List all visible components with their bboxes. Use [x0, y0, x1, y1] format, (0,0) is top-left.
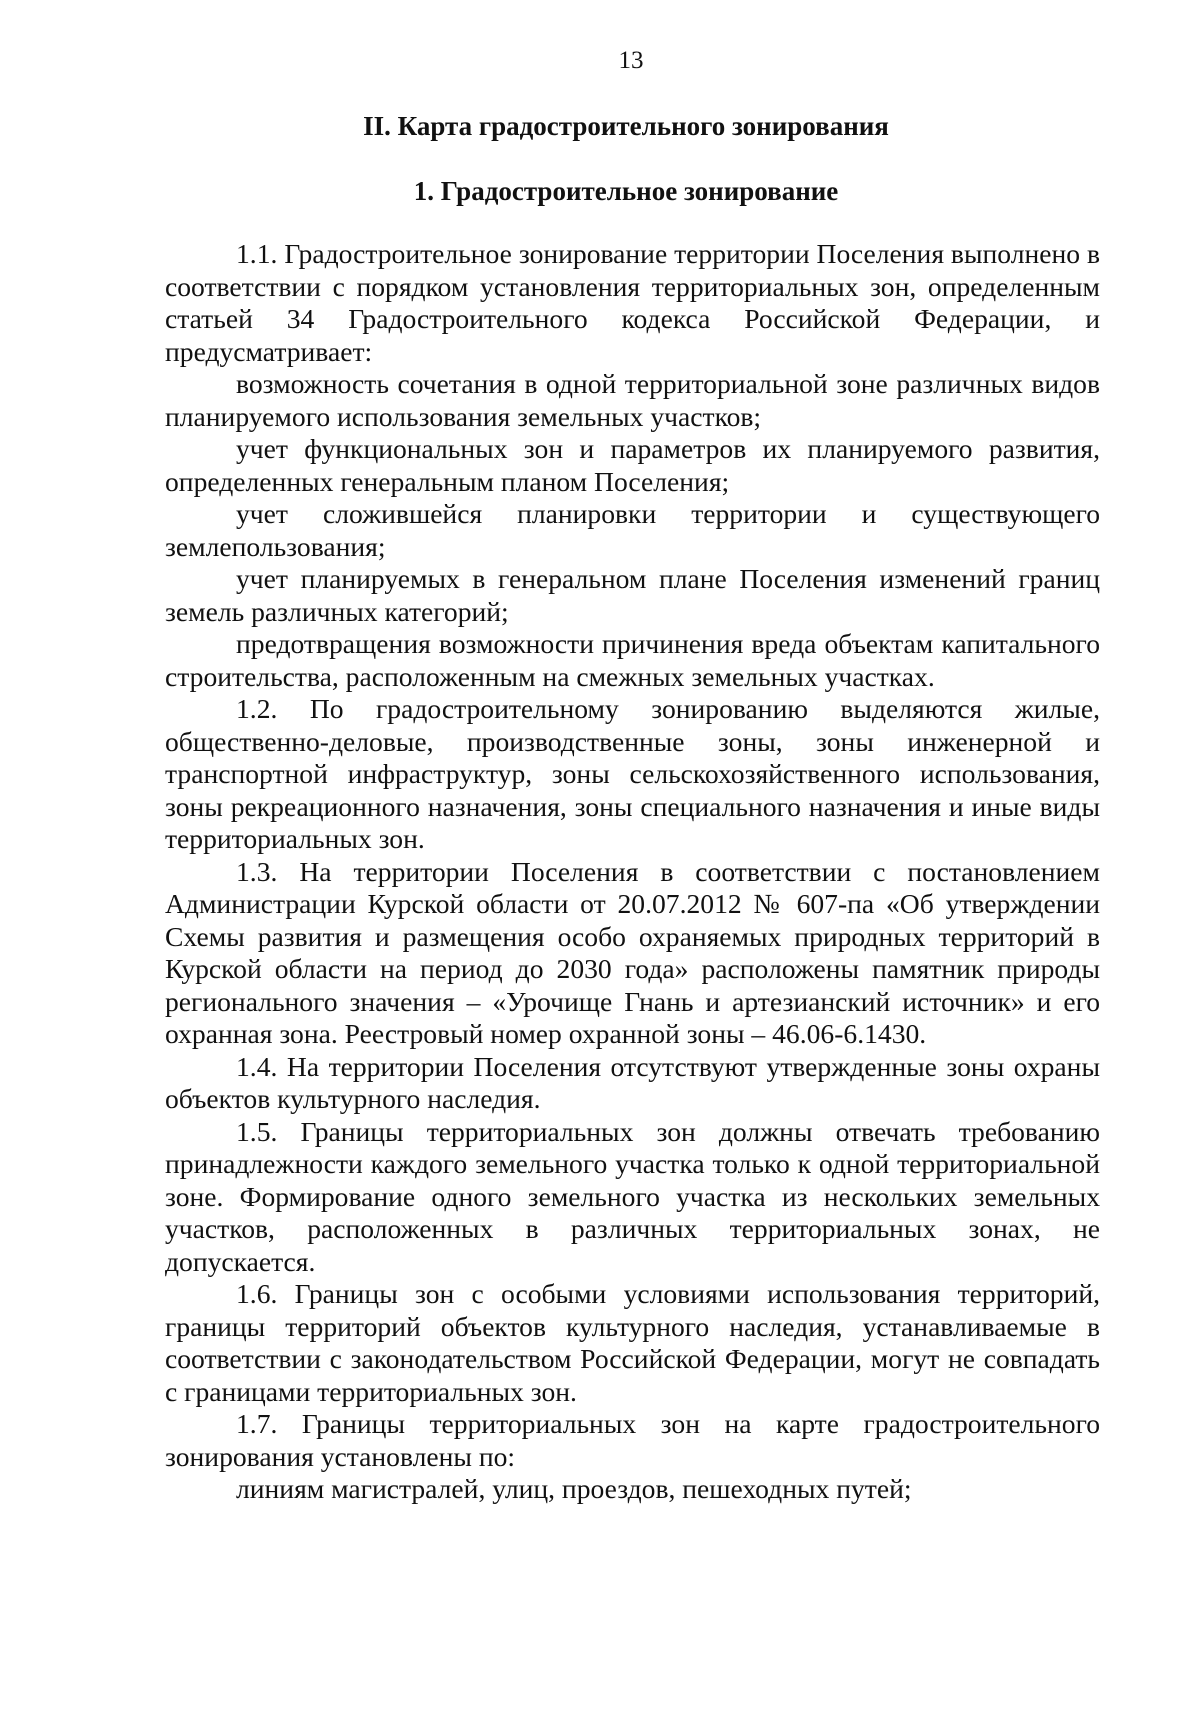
paragraph-1-3: 1.3. На территории Поселения в соответствии с постановлением Администрации Курской области от 20.07.2012 № 607-па «Об утверждении Схемы развития и размещения особо охраняемых природных территорий в Курской области на период до 2030 года» расположены памятник природы регионального значения – «Урочище Гнань и артезианский источник» и его охранная зона. Реестровый номер охранной зоны – 46.06-6.1430.	[165, 855, 1100, 1049]
list-item-planned-changes: учет планируемых в генеральном плане Поселения изменений границ земель различных категорий;	[165, 563, 1100, 627]
document-body	[165, 238, 1100, 1506]
paragraph-1-1: 1.1. Градостроительное зонирование территории Поселения выполнено в соответствии с порядком установления территориальных зон, определенным статьей 34 Градостроительного кодекса Российской Федерации, и предусматривает:	[165, 238, 1100, 367]
list-item-harm-prevention: предотвращения возможности причинения вреда объектам капитального строительства, расположенным на смежных земельных участках.	[165, 628, 1100, 692]
paragraph-1-6: 1.6. Границы зон с особыми условиями использования территорий, границы территорий объектов культурного наследия, устанавливаемые в соответствии с законодательством Российской Федерации, могут не совпадать с границами территориальных зон.	[165, 1278, 1100, 1407]
list-item-street-lines: линиям магистралей, улиц, проездов, пешеходных путей;	[236, 1473, 912, 1504]
page-number: 13	[618, 47, 644, 74]
paragraph-1-7: 1.7. Границы территориальных зон на карте градостроительного зонирования установлены по:	[165, 1408, 1100, 1472]
paragraph-1-2: 1.2. По градостроительному зонированию выделяются жилые, общественно-деловые, производственные зоны, зоны инженерной и транспортной инфраструктур, зоны сельскохозяйственного использования, зоны рекреационного назначения, зоны специального назначения и иные виды территориальных зон.	[165, 693, 1100, 854]
paragraph-1-4: 1.4. На территории Поселения отсутствуют утвержденные зоны охраны объектов культурного наследия.	[165, 1050, 1100, 1114]
list-item-combination: возможность сочетания в одной территориальной зоне различных видов планируемого использования земельных участков;	[165, 368, 1100, 432]
paragraph-1-5: 1.5. Границы территориальных зон должны отвечать требованию принадлежности каждого земельного участка только к одной территориальной зоне. Формирование одного земельного участка из нескольких земельных участков, расположенных в различных территориальных зонах, не допускается.	[165, 1115, 1100, 1277]
subsection-title: 1. Градостроительное зонирование	[413, 176, 839, 206]
list-item-functional-zones: учет функциональных зон и параметров их планируемого развития, определенных генеральным планом Поселения;	[165, 433, 1100, 497]
list-item-existing-layout: учет сложившейся планировки территории и существующего землепользования;	[165, 498, 1100, 562]
section-title: II. Карта градостроительного зонирования	[363, 111, 889, 141]
